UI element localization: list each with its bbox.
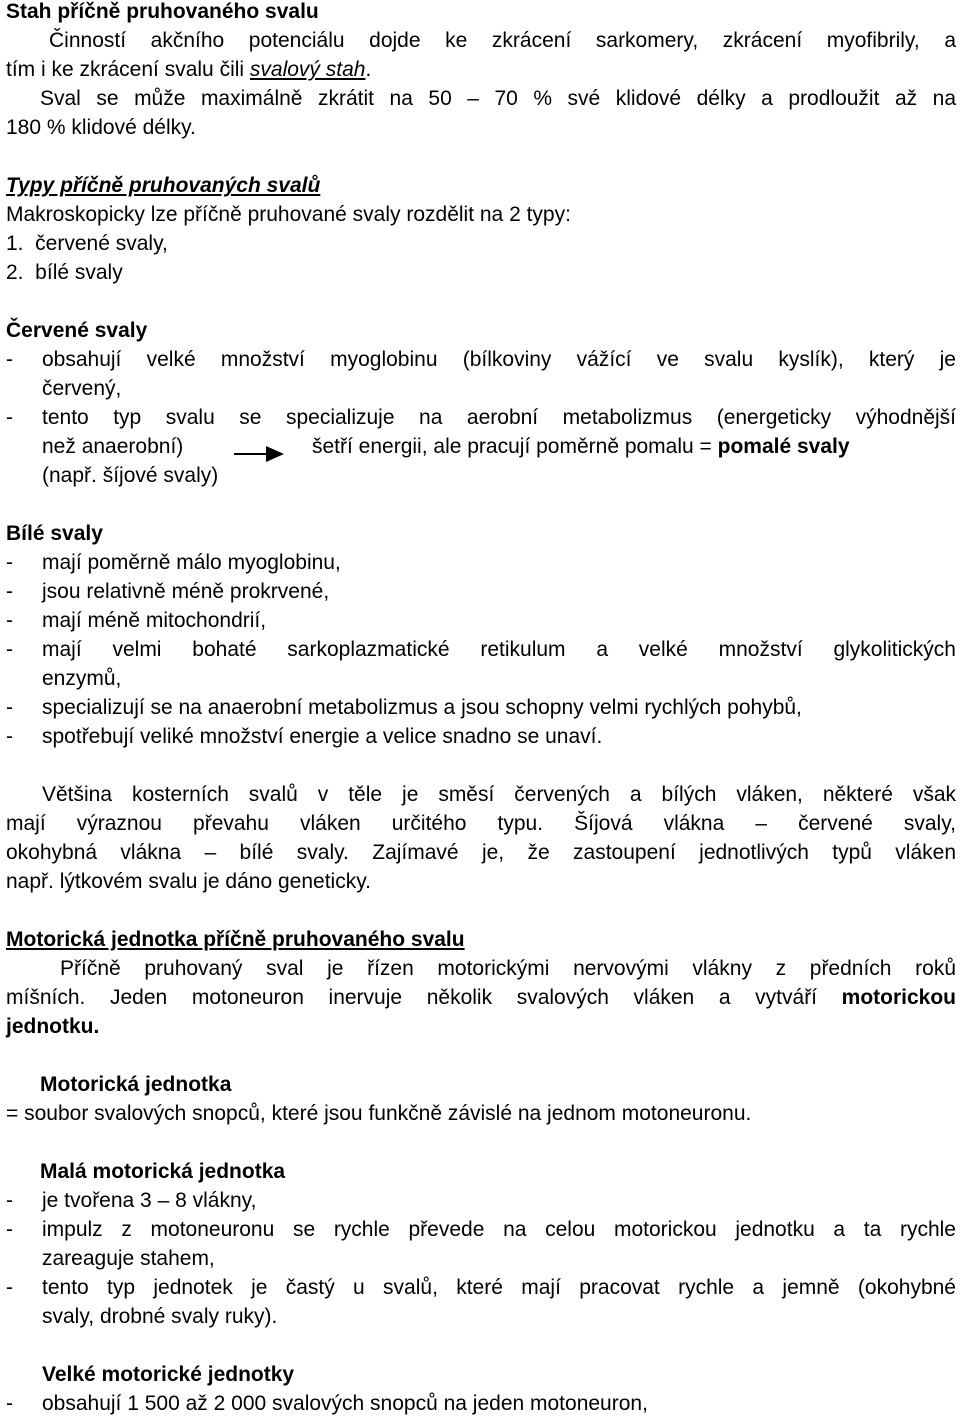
section-title-motoricka: Motorická jednotka příčně pruhovaného svalu xyxy=(6,928,465,951)
list-item: - mají velmi bohaté sarkoplazmatické retikulum a velké množství glykolitických xyxy=(6,638,956,661)
section-title-stah: Stah příčně pruhovaného svalu xyxy=(6,0,319,23)
list-item: - tento typ svalu se specializuje na aerobní metabolizmus (energeticky výhodnější xyxy=(6,406,956,429)
paragraph-line: Příčně pruhovaný sval je řízen motorickými nervovými vlákny z předních roků xyxy=(60,957,956,980)
list-item: - impulz z motoneuronu se rychle převede na celou motorickou jednotku a ta rychle xyxy=(6,1218,956,1241)
section-title-cervene: Červené svaly xyxy=(6,319,148,342)
list-item-continuation: červený, xyxy=(42,377,122,400)
paragraph-line: Makroskopicky lze příčně pruhované svaly rozdělit na 2 typy: xyxy=(6,203,571,226)
list-item-continuation: šetří energii, ale pracují poměrně pomalu = pomalé svaly xyxy=(312,435,850,458)
list-item-continuation: zareaguje stahem, xyxy=(42,1247,215,1270)
list-item: - tento typ jednotek je častý u svalů, které mají pracovat rychle a jemně (okohybné xyxy=(6,1276,956,1299)
list-item-continuation: (např. šíjové svaly) xyxy=(42,464,219,487)
term-pomale-svaly: pomalé svaly xyxy=(717,435,850,458)
subsection-title-mala: Malá motorická jednotka xyxy=(40,1160,286,1183)
list-item-continuation: enzymů, xyxy=(42,667,122,690)
term-svalovy-stah: svalový stah xyxy=(249,58,366,81)
right-arrow-icon xyxy=(234,440,286,464)
subsection-title-velke: Velké motorické jednotky xyxy=(42,1363,295,1386)
section-title-typy: Typy příčně pruhovaných svalů xyxy=(6,174,321,197)
paragraph-line: mají výraznou převahu vláken určitého typu. Šíjová vlákna – červené svaly, xyxy=(6,812,956,835)
subsection-title-motoricka-jednotka: Motorická jednotka xyxy=(40,1073,232,1096)
paragraph-line: tím i ke zkrácení svalu čili svalový stah. xyxy=(6,58,372,81)
paragraph-line: Většina kosterních svalů v těle je směsí červených a bílých vláken, některé však xyxy=(42,783,956,806)
list-item: 1. červené svaly, xyxy=(6,232,168,255)
term-jednotku: jednotku. xyxy=(6,1015,100,1038)
list-item-continuation: svaly, drobné svaly ruky). xyxy=(42,1305,278,1328)
section-title-bile: Bílé svaly xyxy=(6,522,103,545)
list-item: 2. bílé svaly xyxy=(6,261,123,284)
paragraph-line: okohybná vlákna – bílé svaly. Zajímavé je, že zastoupení jednotlivých typů vláken xyxy=(6,841,956,864)
paragraph-line: např. lýtkovém svalu je dáno geneticky. xyxy=(6,870,371,893)
definition-line: = soubor svalových snopců, které jsou funkčně závislé na jednom motoneuronu. xyxy=(6,1102,752,1125)
paragraph-line: Činností akčního potenciálu dojde ke zkrácení sarkomery, zkrácení myofibrily, a xyxy=(49,29,956,52)
list-item: - obsahují velké množství myoglobinu (bílkoviny vážící ve svalu kyslík), který je xyxy=(6,348,956,371)
paragraph-line: míšních. Jeden motoneuron inervuje několik svalových vláken a vytváří motorickou xyxy=(6,986,956,1009)
list-item-continuation: než anaerobní) xyxy=(42,435,184,458)
paragraph-line: Sval se může maximálně zkrátit na 50 – 70 % své klidové délky a prodloužit až na xyxy=(40,87,956,110)
term-motorickou: motorickou xyxy=(841,986,956,1009)
paragraph-line: 180 % klidové délky. xyxy=(6,116,196,139)
